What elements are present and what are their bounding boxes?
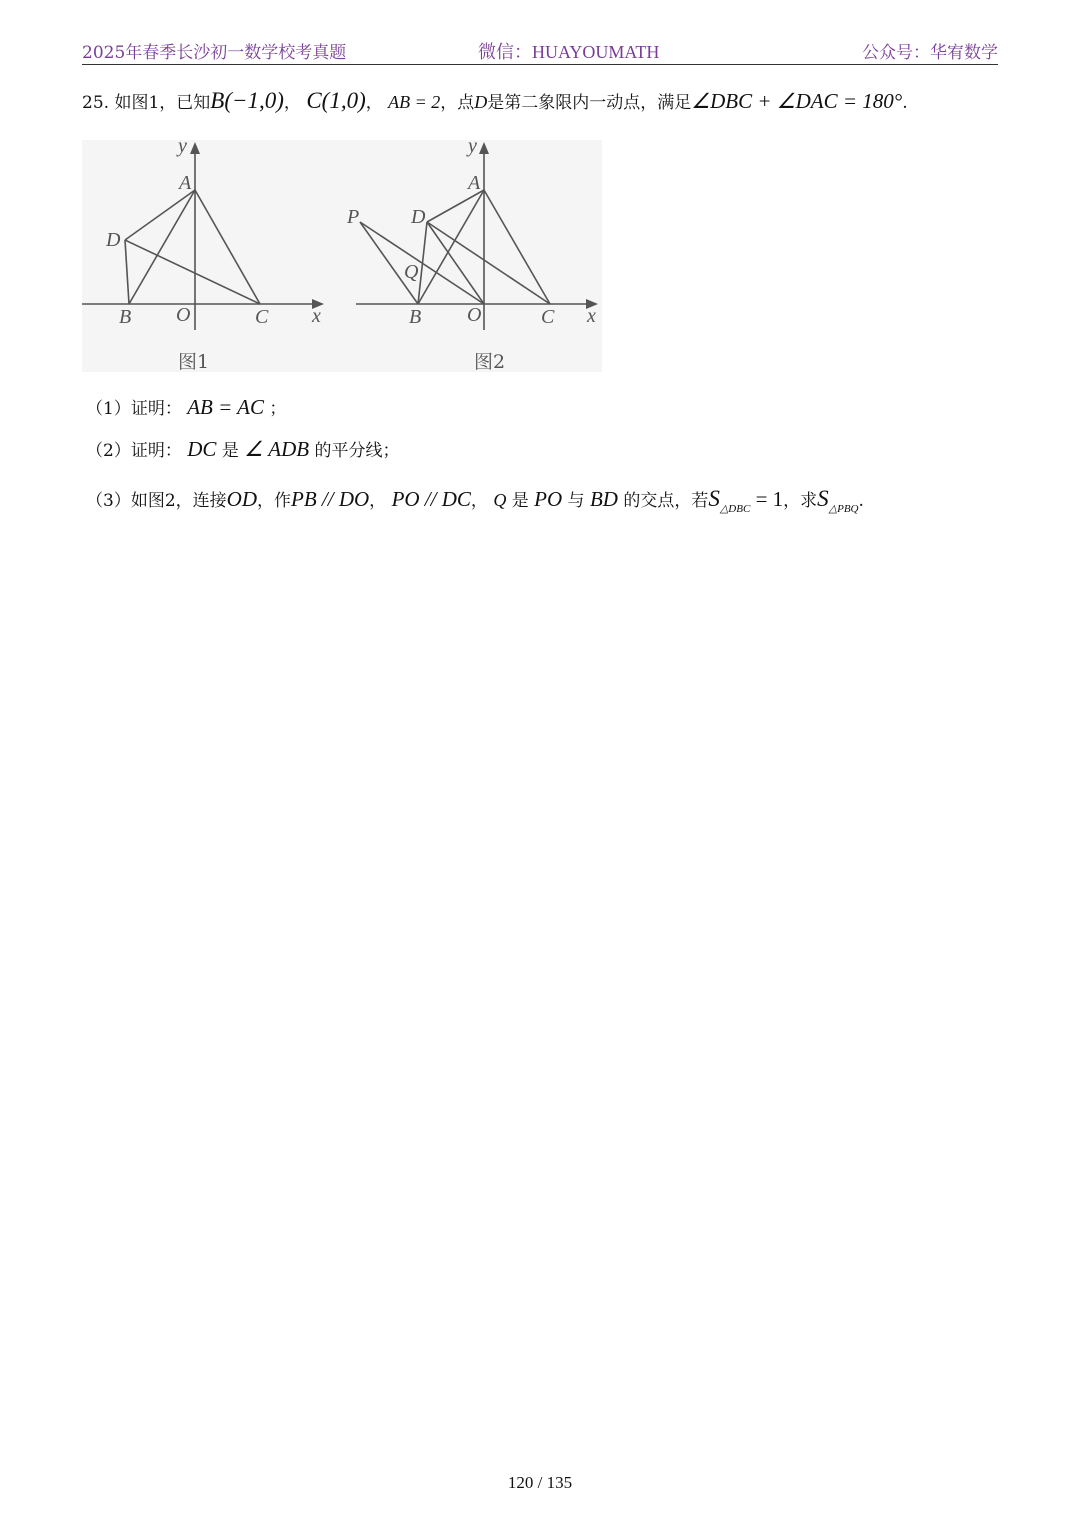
fig1-label-D: D	[106, 229, 121, 251]
fig2-label-A: A	[468, 172, 481, 194]
part-text: 如图2，连接	[130, 491, 227, 511]
ab-equation: AB = 2	[388, 92, 441, 112]
part-math: DC	[187, 437, 217, 461]
intro-text: 如图1，已知	[114, 93, 211, 113]
part-math: OD	[226, 487, 257, 511]
part-3	[86, 486, 864, 515]
part-text: 证明：	[130, 441, 182, 461]
part-text: 是	[511, 491, 529, 511]
sep: .	[858, 491, 864, 511]
area-symbol: S	[708, 486, 720, 511]
fig1-caption: 图1	[178, 351, 210, 372]
area-symbol: S	[817, 486, 829, 511]
part-text: 是	[221, 441, 239, 461]
fig2-label-D: D	[411, 206, 426, 228]
area-subscript: △DBC	[719, 503, 751, 515]
fig1-label-B: B	[119, 306, 132, 328]
part-number: （2）	[86, 441, 131, 461]
part-math: Q	[493, 490, 507, 510]
sep: .	[902, 93, 908, 113]
part-2	[86, 436, 400, 462]
intro-text: 是第二象限内一动点，满足	[487, 93, 692, 113]
part-math: AB = AC	[187, 395, 265, 419]
fig2-label-B: B	[409, 306, 422, 328]
intro-text: ，点	[440, 93, 475, 113]
page-number: 120 / 135	[507, 1473, 573, 1492]
fig2-label-C: C	[541, 306, 555, 328]
part-math: = 1	[750, 487, 784, 511]
header-right: 公众号：华宥数学	[862, 43, 998, 63]
sep: ，	[365, 93, 383, 113]
fig1-label-C: C	[255, 306, 269, 328]
part-text: 的交点，若	[623, 491, 709, 511]
header-center: 微信：HUAYOUMATH	[478, 42, 660, 62]
problem-statement	[82, 88, 908, 114]
part-math: ∠ ADB	[244, 437, 310, 461]
part-math: PO	[534, 487, 563, 511]
point-C: C(1,0)	[306, 88, 366, 113]
geometry-figures	[82, 140, 602, 372]
part-number: （3）	[86, 491, 131, 511]
fig2-label-O: O	[467, 304, 482, 326]
area-subscript: △PBQ	[828, 503, 859, 515]
sep: ，	[283, 93, 301, 113]
part-text: 与	[567, 491, 585, 511]
fig2-label-Q: Q	[404, 261, 419, 283]
problem-number: 25.	[82, 93, 110, 113]
part-text: ，求	[783, 491, 818, 511]
part-text: ，作	[257, 491, 291, 511]
sep: ，	[470, 491, 488, 511]
fig2-caption: 图2	[474, 351, 506, 372]
point-D: D	[474, 92, 488, 112]
part-text: ；	[269, 399, 287, 419]
sep: ，	[369, 491, 387, 511]
point-B: B(−1,0)	[210, 88, 284, 113]
part-math: BD	[589, 487, 618, 511]
part-math: PB // DO	[291, 487, 370, 511]
fig1-label-O: O	[176, 304, 191, 326]
part-number: （1）	[86, 399, 131, 419]
fig1-label-x: x	[312, 305, 321, 327]
header-left: 2025年春季长沙初一数学校考真题	[82, 43, 347, 63]
figures	[82, 140, 602, 376]
fig1-label-y: y	[178, 140, 187, 157]
fig2-label-x: x	[587, 305, 596, 327]
part-text: 的平分线；	[314, 441, 400, 461]
fig1-label-A: A	[179, 172, 192, 194]
page-header	[82, 38, 998, 65]
part-1	[86, 394, 286, 420]
part-text: 证明：	[130, 399, 182, 419]
fig2-label-y: y	[468, 140, 477, 157]
angle-condition: ∠DBC + ∠DAC = 180°	[691, 89, 903, 113]
fig2-label-P: P	[347, 206, 360, 228]
part-math: PO // DC	[391, 487, 471, 511]
